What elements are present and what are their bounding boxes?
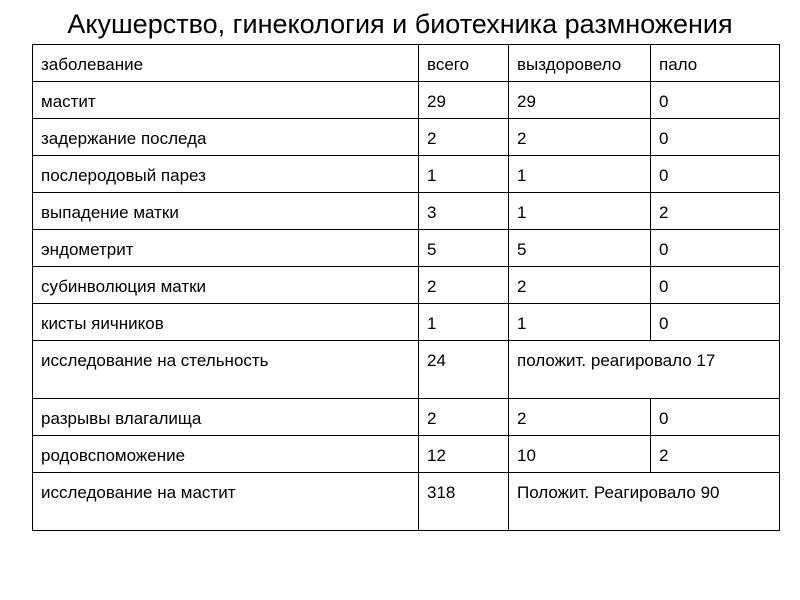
table-row [33,267,780,304]
page-title: Акушерство, гинекология и биотехника размножения [67,9,733,39]
cell-recovered: 29 [509,82,651,119]
cell-disease: мастит [33,82,419,119]
table-row [33,399,780,436]
cell-disease: выпадение матки [33,193,419,230]
header-recovered: выздоровело [509,45,651,82]
cell-recovered: 10 [509,436,651,473]
cell-total: 5 [419,230,509,267]
cell-died: 0 [651,267,780,304]
cell-disease: исследование на мастит [33,473,419,531]
table-row [33,230,780,267]
cell-died: 0 [651,230,780,267]
cell-died: 0 [651,156,780,193]
table-row [33,156,780,193]
cell-total: 2 [419,267,509,304]
cell-total: 2 [419,119,509,156]
cell-total: 318 [419,473,509,531]
cell-total: 3 [419,193,509,230]
cell-died: 2 [651,193,780,230]
cell-died: 0 [651,399,780,436]
cell-total: 12 [419,436,509,473]
table-header-row [33,45,780,82]
table-row [33,119,780,156]
cell-recovered: 1 [509,156,651,193]
cell-recovered: 5 [509,230,651,267]
header-total: всего [419,45,509,82]
table-row [33,82,780,119]
header-disease: заболевание [33,45,419,82]
table-row [33,193,780,230]
cell-disease: разрывы влагалища [33,399,419,436]
cell-total: 29 [419,82,509,119]
cell-disease: послеродовый парез [33,156,419,193]
table-row [33,304,780,341]
disease-table [32,44,780,531]
table-row [33,341,780,399]
cell-disease: кисты яичников [33,304,419,341]
header-died: пало [651,45,780,82]
cell-total: 1 [419,304,509,341]
cell-recovered: 2 [509,399,651,436]
cell-total: 2 [419,399,509,436]
cell-died: 0 [651,304,780,341]
cell-died: 0 [651,82,780,119]
cell-recovered: 2 [509,119,651,156]
cell-disease: эндометрит [33,230,419,267]
cell-recovered: 1 [509,193,651,230]
table-row [33,436,780,473]
cell-disease: субинволюция матки [33,267,419,304]
table-row [33,473,780,531]
cell-total: 24 [419,341,509,399]
cell-disease: исследование на стельность [33,341,419,399]
cell-disease: родовспоможение [33,436,419,473]
cell-died: 0 [651,119,780,156]
cell-recovered: 1 [509,304,651,341]
cell-total: 1 [419,156,509,193]
cell-died: 2 [651,436,780,473]
cell-recovered: 2 [509,267,651,304]
cell-note: положит. реагировало 17 [509,341,780,399]
cell-note: Положит. Реагировало 90 [509,473,780,531]
cell-disease: задержание последа [33,119,419,156]
